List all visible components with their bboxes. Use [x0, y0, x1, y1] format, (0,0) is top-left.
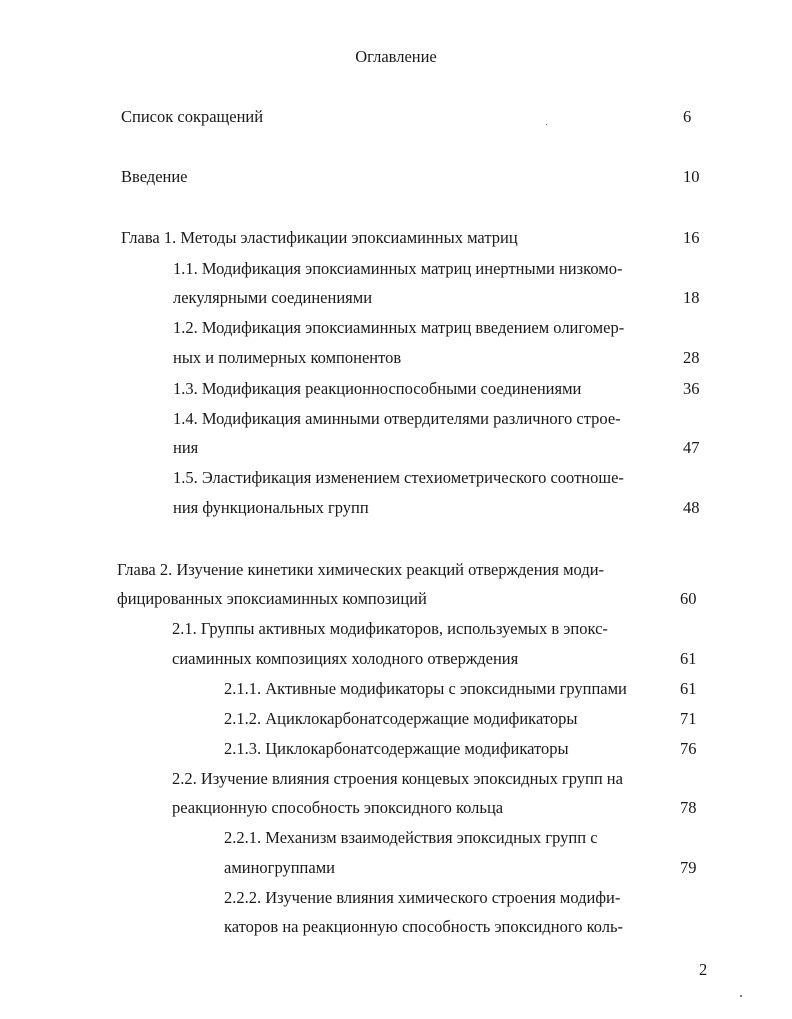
toc-line[interactable]: [0, 618, 792, 640]
toc-line[interactable]: [0, 467, 792, 489]
toc-line[interactable]: [0, 797, 792, 819]
toc-entry-text: 1.5. Эластификация изменением стехиометрического соотноше-: [173, 468, 624, 487]
toc-line[interactable]: [0, 437, 792, 459]
toc-line[interactable]: [0, 559, 792, 581]
toc-entry-text: лекулярными соединениями: [173, 288, 373, 307]
toc-entry-text: ных и полимерных компонентов: [173, 348, 402, 367]
toc-entry-text: 2.1.2. Ациклокарбонатсодержащие модификаторы: [224, 709, 578, 728]
toc-line[interactable]: [0, 258, 792, 280]
toc-page-number: 10: [683, 167, 700, 186]
scan-speck: [546, 124, 547, 125]
toc-entry-text: фицированных эпоксиаминных композиций: [117, 589, 427, 608]
toc-entry-text: 2.2.2. Изучение влияния химического строения модифи-: [224, 888, 621, 907]
toc-entry-text: ния функциональных групп: [173, 498, 369, 517]
scan-speck: [740, 995, 742, 997]
toc-entry-text: 2.1.3. Циклокарбонатсодержащие модификаторы: [224, 739, 569, 758]
toc-entry-text: 2.1.1. Активные модификаторы с эпоксидными группами: [224, 679, 627, 698]
toc-page-number: 76: [680, 739, 697, 758]
toc-page-number: 48: [683, 498, 700, 517]
toc-line[interactable]: [0, 347, 792, 369]
toc-page-number: 16: [683, 228, 700, 247]
toc-line[interactable]: [0, 708, 792, 730]
toc-entry-text: 1.1. Модификация эпоксиаминных матриц инертными низкомо-: [173, 259, 623, 278]
toc-entry-text: 2.2.1. Механизм взаимодействия эпоксидных групп с: [224, 828, 598, 847]
toc-line[interactable]: [0, 768, 792, 790]
toc-entry-text: Глава 1. Методы эластификации эпоксиаминных матриц: [121, 228, 518, 247]
toc-entry-text: 2.1. Группы активных модификаторов, используемых в эпокс-: [172, 619, 608, 638]
toc-line[interactable]: [0, 887, 792, 909]
toc-line[interactable]: [0, 378, 792, 400]
toc-line[interactable]: [0, 497, 792, 519]
toc-line[interactable]: [0, 588, 792, 610]
toc-entry-text: 2.2. Изучение влияния строения концевых эпоксидных групп на: [172, 769, 623, 788]
toc-line[interactable]: [0, 678, 792, 700]
toc-page-number: 71: [680, 709, 697, 728]
toc-entry-text: Список сокращений: [121, 107, 264, 126]
toc-line[interactable]: [0, 408, 792, 430]
toc-page-number: 47: [683, 438, 700, 457]
toc-page-number: 60: [680, 589, 697, 608]
toc-page-number: 18: [683, 288, 700, 307]
toc-line[interactable]: [0, 916, 792, 938]
toc-entry-text: реакционную способность эпоксидного кольца: [172, 798, 504, 817]
toc-entry-text: 1.4. Модификация аминными отвердителями различного строе-: [173, 409, 621, 428]
toc-page-number: 79: [680, 858, 697, 877]
toc-line[interactable]: [0, 227, 792, 249]
toc-line[interactable]: [0, 287, 792, 309]
toc-entry-text: Глава 2. Изучение кинетики химических реакций отверждения моди-: [117, 560, 605, 579]
toc-line[interactable]: [0, 857, 792, 879]
toc-entry-text: каторов на реакционную способность эпоксидного коль-: [224, 917, 624, 936]
toc-page-number: 28: [683, 348, 700, 367]
toc-entry-text: 1.3. Модификация реакционноспособными соединениями: [173, 379, 582, 398]
toc-entry-text: ния: [173, 438, 199, 457]
toc-entry-text: сиаминных композициях холодного отверждения: [172, 649, 519, 668]
toc-line[interactable]: [0, 106, 792, 128]
toc-page-number: 61: [680, 679, 697, 698]
toc-entry-text: Введение: [121, 167, 188, 186]
toc-line[interactable]: [0, 166, 792, 188]
toc-entry-text: аминогруппами: [224, 858, 335, 877]
toc-line[interactable]: [0, 738, 792, 760]
toc-entry-text: 1.2. Модификация эпоксиаминных матриц введением олигомер-: [173, 318, 625, 337]
toc-line[interactable]: [0, 648, 792, 670]
page-number: 2: [699, 960, 708, 979]
toc-page-number: 61: [680, 649, 697, 668]
toc-line[interactable]: [0, 827, 792, 849]
toc-page-number: 78: [680, 798, 697, 817]
page-title: Оглавление: [355, 47, 437, 66]
toc-page-number: 36: [683, 379, 700, 398]
toc-page-number: 6: [683, 107, 692, 126]
toc-line[interactable]: [0, 317, 792, 339]
